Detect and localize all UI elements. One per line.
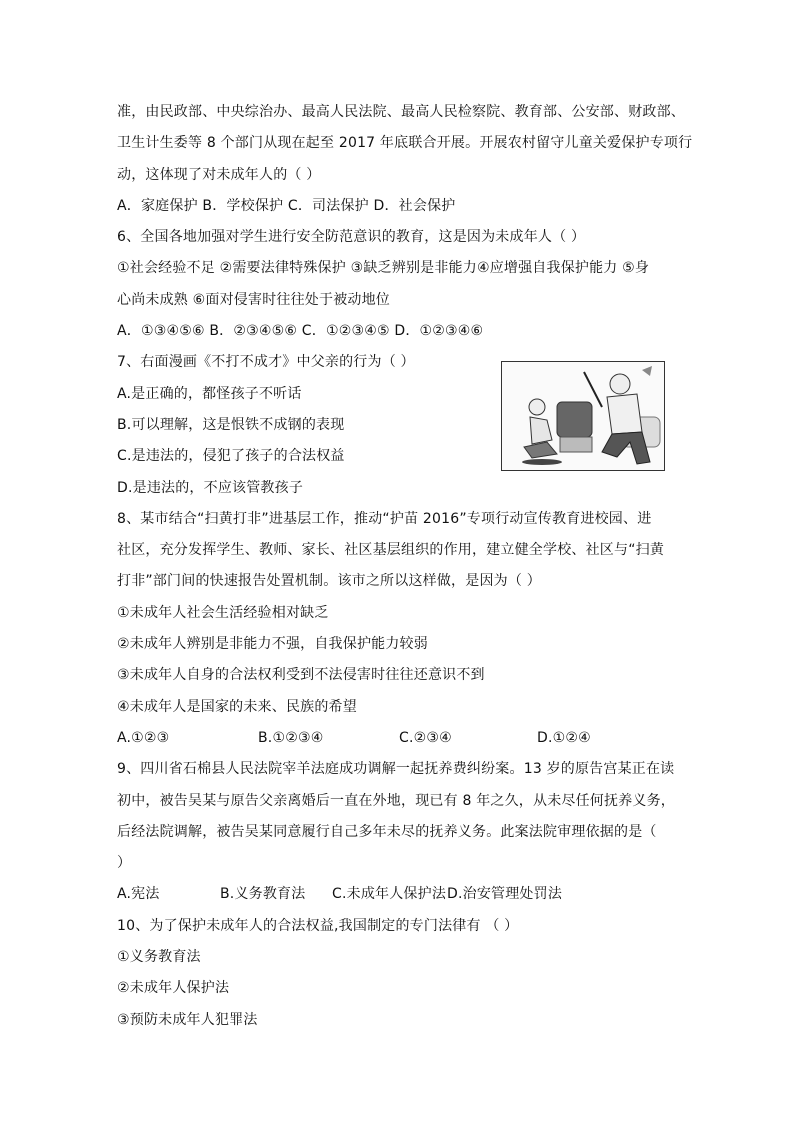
q9-option-d: D.治安管理处罚法 xyxy=(447,886,563,903)
q5-stem-line: 卫生计生委等 8 个部门从现在起至 2017 年底联合开展。开展农村留守儿童关爱保护专项行 xyxy=(117,135,693,152)
q10-item: ③预防未成年人犯罪法 xyxy=(117,1011,258,1028)
q8-option-d: D.①②④ xyxy=(537,729,591,746)
q9-stem-line: 9、四川省石棉县人民法院宰羊法庭成功调解一起抚养费纠纷案。13 岁的原告宫某正在读 xyxy=(117,761,675,778)
q8-option-c: C.②③④ xyxy=(399,729,452,746)
q9-options xyxy=(117,879,687,910)
q6-item-line: 心尚未成熟 ⑥面对侵害时往往处于被动地位 xyxy=(117,291,390,308)
q10-stem: 10、为了保护未成年人的合法权益,我国制定的专门法律有 （ ） xyxy=(117,917,519,934)
q10-item: ①义务教育法 xyxy=(117,949,201,966)
q9-stem-line: 后经法院调解，被告吴某同意履行自己多年未尽的抚养义务。此案法院审理依据的是（ xyxy=(117,823,657,840)
q8-option-b: B.①②③④ xyxy=(258,729,324,746)
q5-stem-line: 动，这体现了对未成年人的（ ） xyxy=(117,166,321,183)
question-text xyxy=(117,97,693,1036)
q7-option-b: B.可以理解，这是恨铁不成钢的表现 xyxy=(117,416,345,433)
q8-stem-line: 社区，充分发挥学生、教师、家长、社区基层组织的作用，建立健全学校、社区与“扫黄 xyxy=(117,542,665,559)
q8-options xyxy=(117,723,687,754)
q8-stem-line: 8、某市结合“扫黄打非”进基层工作，推动“护苗 2016”专项行动宣传教育进校园、进 xyxy=(117,510,652,527)
q10-item: ②未成年人保护法 xyxy=(117,980,230,997)
q5-options: A．家庭保护 B．学校保护 C．司法保护 D．社会保护 xyxy=(117,197,456,214)
q9-option-a: A.宪法 xyxy=(117,886,160,903)
q7-option-a: A.是正确的，都怪孩子不听话 xyxy=(117,385,302,402)
q7-option-c: C.是违法的，侵犯了孩子的合法权益 xyxy=(117,448,345,465)
q8-option-a: A.①②③ xyxy=(117,729,170,746)
q9-stem-line: ） xyxy=(117,855,132,872)
q8-item: ④未成年人是国家的未来、民族的希望 xyxy=(117,698,357,715)
q7-stem: 7、右面漫画《不打不成才》中父亲的行为（ ） xyxy=(117,354,415,371)
q6-options: A．①③④⑤⑥ B．②③④⑤⑥ C．①②③④⑤ D．①②③④⑥ xyxy=(117,323,484,340)
q9-option-b: B.义务教育法 xyxy=(220,886,306,903)
q6-item-line: ①社会经验不足 ②需要法律特殊保护 ③缺乏辨别是非能力④应增强自我保护能力 ⑤身 xyxy=(117,260,650,277)
q8-item: ③未成年人自身的合法权利受到不法侵害时往往还意识不到 xyxy=(117,667,485,684)
q8-item: ①未成年人社会生活经验相对缺乏 xyxy=(117,604,329,621)
q6-stem: 6、全国各地加强对学生进行安全防范意识的教育，这是因为未成年人（ ） xyxy=(117,229,586,246)
q5-stem-line: 准，由民政部、中央综治办、最高人民法院、最高人民检察院、教育部、公安部、财政部、 xyxy=(117,104,685,120)
q8-item: ②未成年人辨别是非能力不强，自我保护能力较弱 xyxy=(117,636,428,653)
q8-stem-line: 打非”部门间的快速报告处置机制。该市之所以这样做，是因为（ ） xyxy=(117,573,541,590)
cartoon-illustration xyxy=(502,362,664,470)
q9-option-c: C.未成年人保护法 xyxy=(332,886,447,903)
q9-stem-line: 初中，被告吴某与原告父亲离婚后一直在外地，现已有 8 年之久，从未尽任何抚养义务， xyxy=(117,792,676,809)
cartoon-image xyxy=(501,361,665,471)
q7-option-d: D.是违法的，不应该管教孩子 xyxy=(117,479,304,496)
